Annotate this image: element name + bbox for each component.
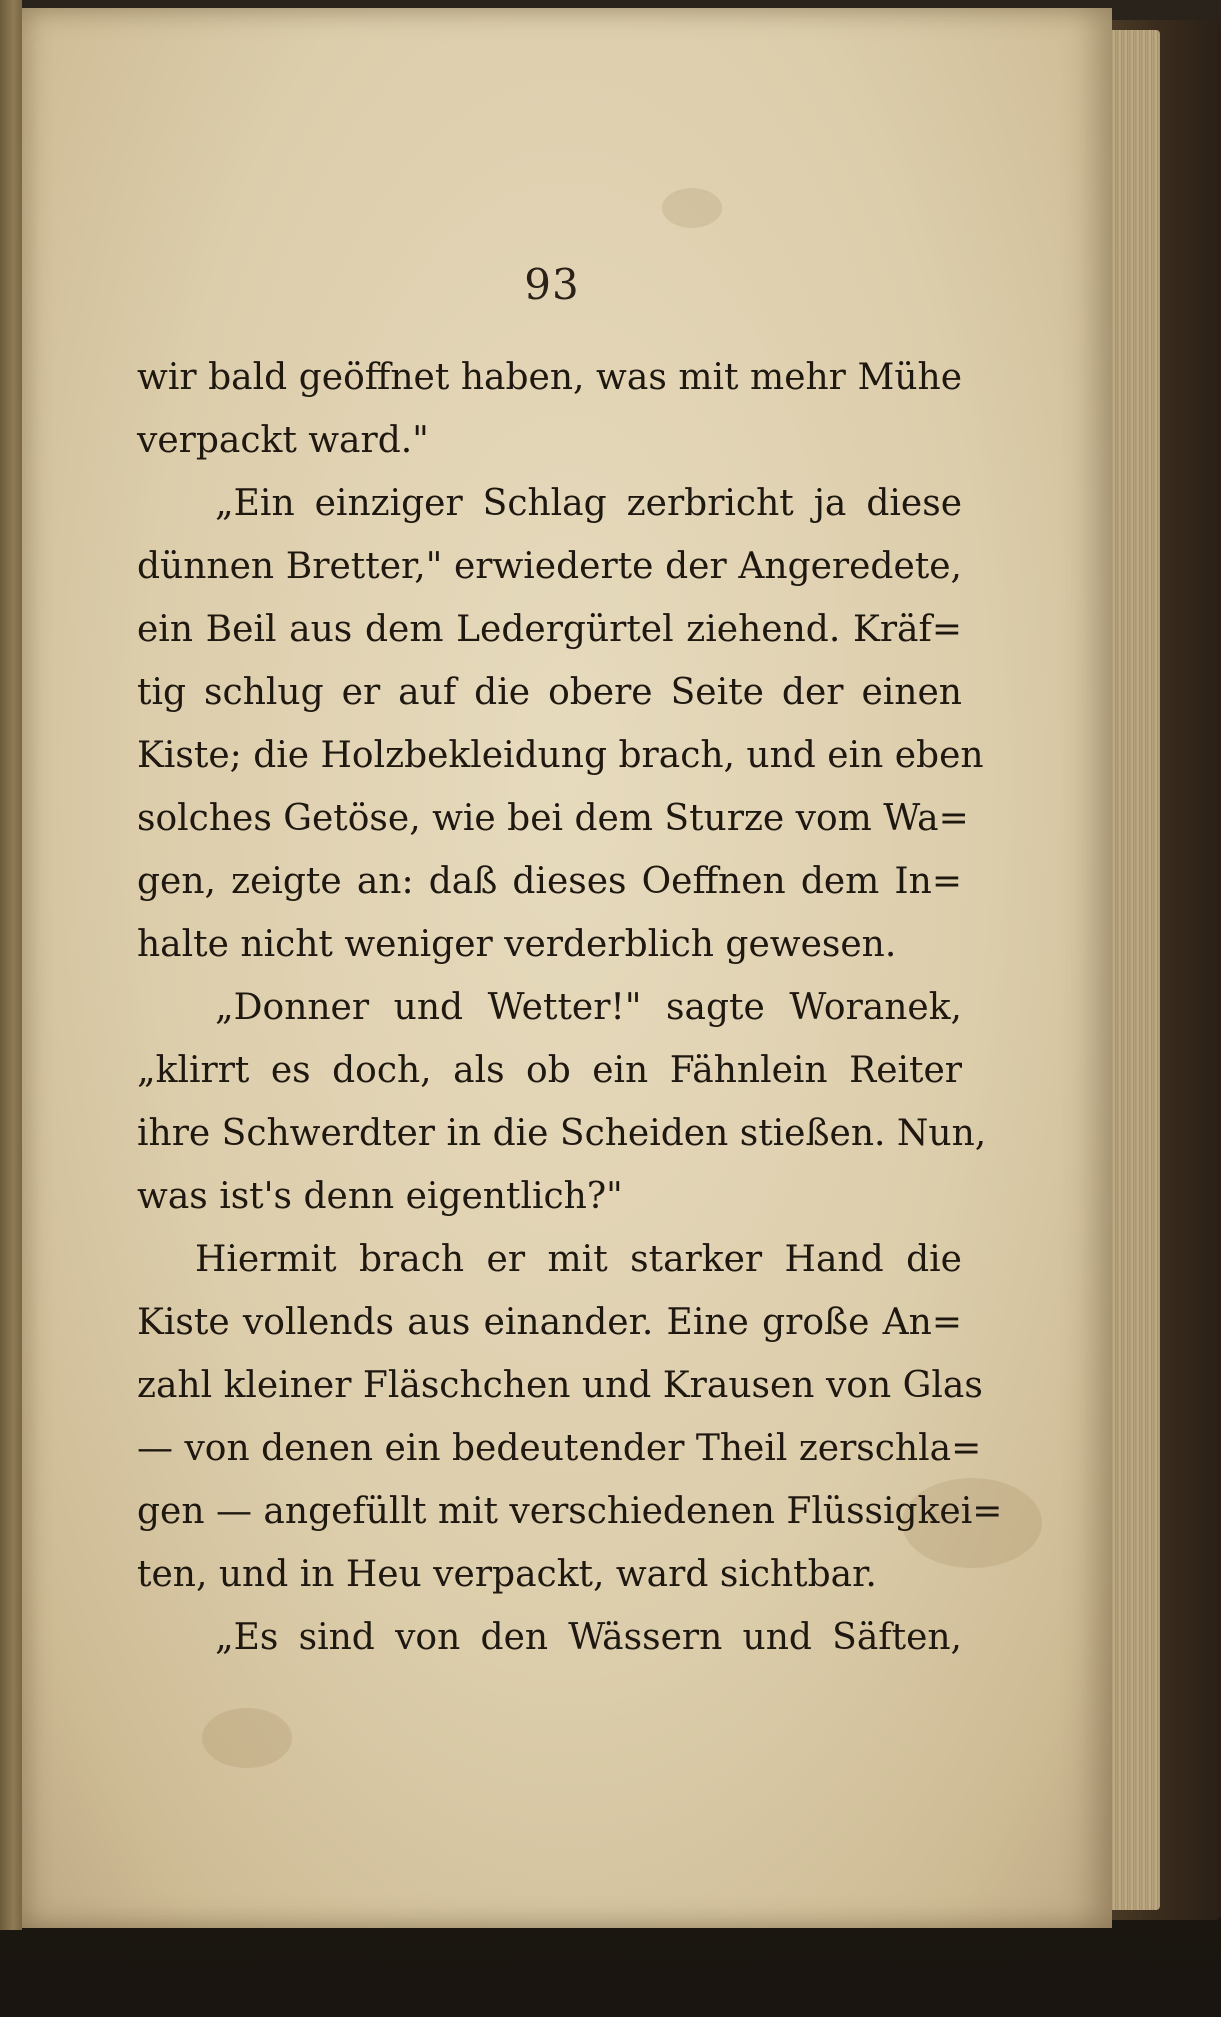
text-line: Kiste vollends aus einander. Eine große An= — [137, 1302, 962, 1343]
text-line: gen — angefüllt mit verschiedenen Flüssigkei= — [137, 1491, 1003, 1532]
text-line: solches Getöse, wie bei dem Sturze vom Wa= — [137, 798, 969, 839]
text-line: „Es sind von den Wässern und Säften, — [215, 1617, 962, 1658]
body-text — [137, 346, 1003, 1669]
text-line: ein Beil aus dem Ledergürtel ziehend. Kräf= — [137, 609, 962, 650]
text-line: Kiste; die Holzbekleidung brach, und ein eben — [137, 735, 984, 776]
paper-stain — [662, 188, 722, 228]
text-line: ihre Schwerdter in die Scheiden stießen. Nun, — [137, 1113, 987, 1154]
text-line: dünnen Bretter," erwiederte der Angeredete, — [137, 546, 962, 587]
text-line: „Donner und Wetter!" sagte Woranek, — [215, 987, 962, 1028]
page-number: 93 — [524, 260, 580, 309]
text-line: verpackt ward." — [137, 420, 429, 461]
text-line: — von denen ein bedeutender Theil zerschla= — [137, 1428, 982, 1469]
text-line: zahl kleiner Fläschchen und Krausen von Glas — [137, 1365, 983, 1406]
text-line: was ist's denn eigentlich?" — [137, 1176, 623, 1217]
facing-page-edge — [0, 0, 22, 1930]
text-line: ten, und in Heu verpackt, ward sichtbar. — [137, 1554, 877, 1595]
text-line: tig schlug er auf die obere Seite der einen — [137, 672, 962, 713]
text-line: „klirrt es doch, als ob ein Fähnlein Reiter — [137, 1050, 962, 1091]
text-line: „Ein einziger Schlag zerbricht ja diese — [215, 483, 962, 524]
text-line: Hiermit brach er mit starker Hand die — [195, 1239, 962, 1280]
text-line: halte nicht weniger verderblich gewesen. — [137, 924, 897, 965]
book-page — [22, 8, 1112, 1928]
text-line: gen, zeigte an: daß dieses Oeffnen dem In= — [137, 861, 962, 902]
paper-stain — [202, 1708, 292, 1768]
text-line: wir bald geöffnet haben, was mit mehr Mühe — [137, 357, 962, 398]
